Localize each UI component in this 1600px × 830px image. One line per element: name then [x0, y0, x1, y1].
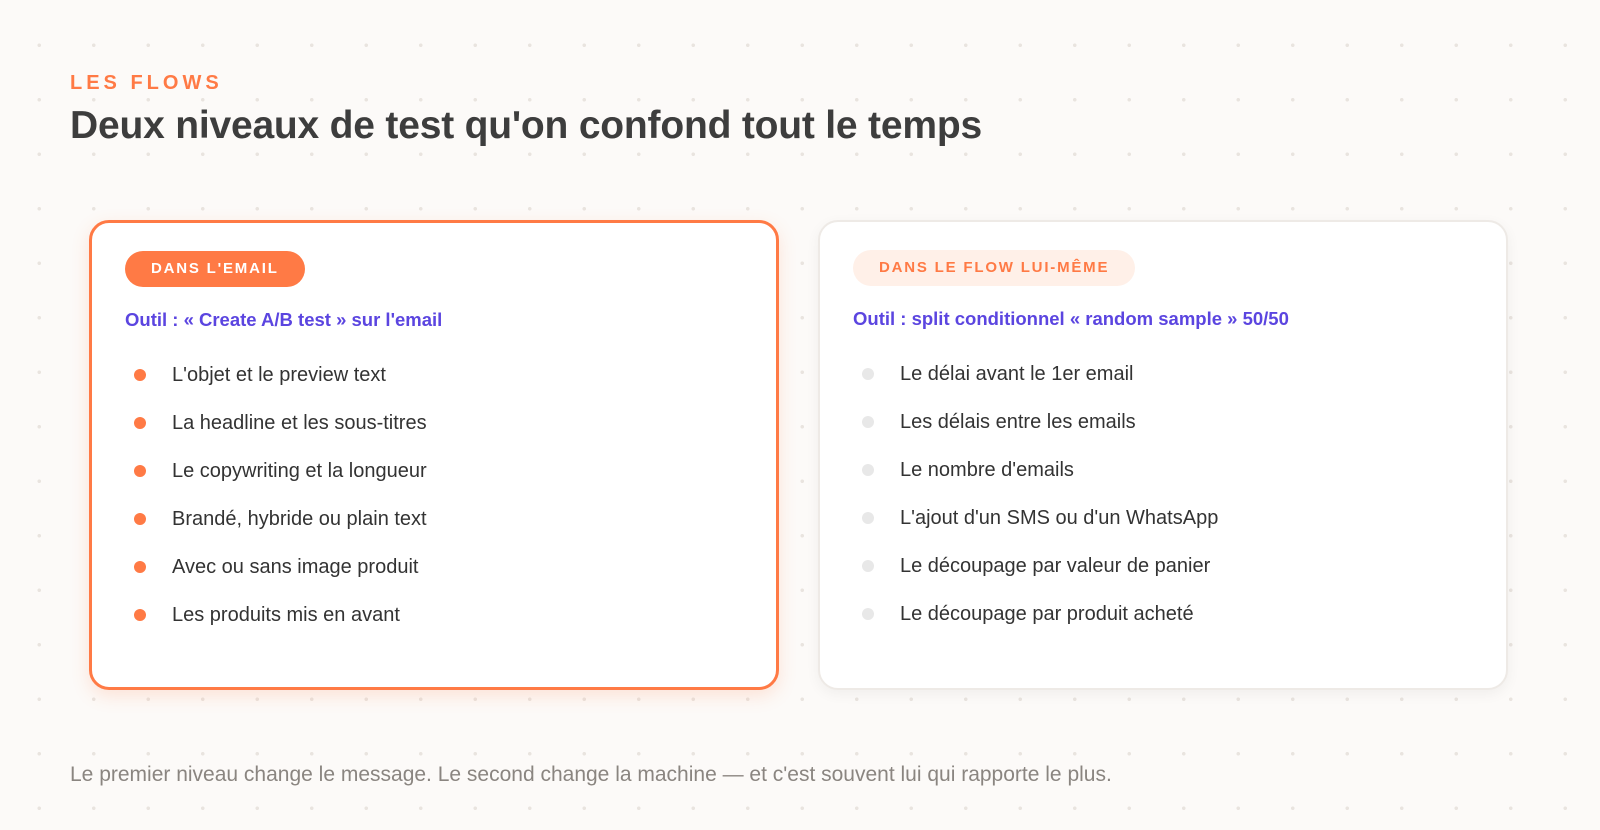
grey-dot-icon: [862, 608, 874, 620]
list-item: [853, 494, 1218, 542]
email-level-badge: DANS L'EMAIL: [125, 251, 305, 287]
orange-dot-icon: [134, 513, 146, 525]
orange-dot-icon: [134, 561, 146, 573]
list-item: [853, 350, 1218, 398]
list-item: [853, 542, 1218, 590]
list-item: [125, 591, 427, 639]
list-item-label: Le découpage par produit acheté: [900, 602, 1194, 625]
list-item-label: Avec ou sans image produit: [172, 555, 419, 578]
list-item: [125, 447, 427, 495]
orange-dot-icon: [134, 417, 146, 429]
footer-note: Le premier niveau change le message. Le second change la machine — et c'est souvent lui qui rapporte le plus.: [70, 763, 1112, 786]
list-item-label: Le copywriting et la longueur: [172, 459, 427, 482]
grey-dot-icon: [862, 368, 874, 380]
flow-level-card: [818, 220, 1508, 690]
list-item: [853, 398, 1218, 446]
orange-dot-icon: [134, 465, 146, 477]
grey-dot-icon: [862, 560, 874, 572]
flow-level-badge: DANS LE FLOW LUI-MÊME: [853, 250, 1135, 286]
email-level-tool: Outil : « Create A/B test » sur l'email: [125, 309, 443, 330]
list-item-label: Le nombre d'emails: [900, 458, 1074, 481]
list-item: [125, 543, 427, 591]
section-eyebrow: LES FLOWS: [70, 72, 223, 94]
list-item: [853, 446, 1218, 494]
list-item-label: Les produits mis en avant: [172, 603, 400, 626]
grey-dot-icon: [862, 512, 874, 524]
orange-dot-icon: [134, 369, 146, 381]
flow-level-tool: Outil : split conditionnel « random sample » 50/50: [853, 308, 1289, 329]
list-item-label: L'ajout d'un SMS ou d'un WhatsApp: [900, 506, 1219, 529]
list-item: [125, 495, 427, 543]
list-item-label: Brandé, hybride ou plain text: [172, 507, 427, 530]
grey-dot-icon: [862, 464, 874, 476]
list-item-label: Les délais entre les emails: [900, 410, 1136, 433]
orange-dot-icon: [134, 609, 146, 621]
list-item: [125, 399, 427, 447]
list-item-label: Le découpage par valeur de panier: [900, 554, 1211, 577]
email-level-card: [89, 220, 779, 690]
flow-level-list: [853, 350, 1218, 638]
list-item: [853, 590, 1218, 638]
list-item: [125, 351, 427, 399]
email-level-list: [125, 351, 427, 639]
list-item-label: Le délai avant le 1er email: [900, 362, 1134, 385]
list-item-label: La headline et les sous-titres: [172, 411, 427, 434]
list-item-label: L'objet et le preview text: [172, 363, 386, 386]
page-title: Deux niveaux de test qu'on confond tout le temps: [70, 104, 982, 147]
grey-dot-icon: [862, 416, 874, 428]
